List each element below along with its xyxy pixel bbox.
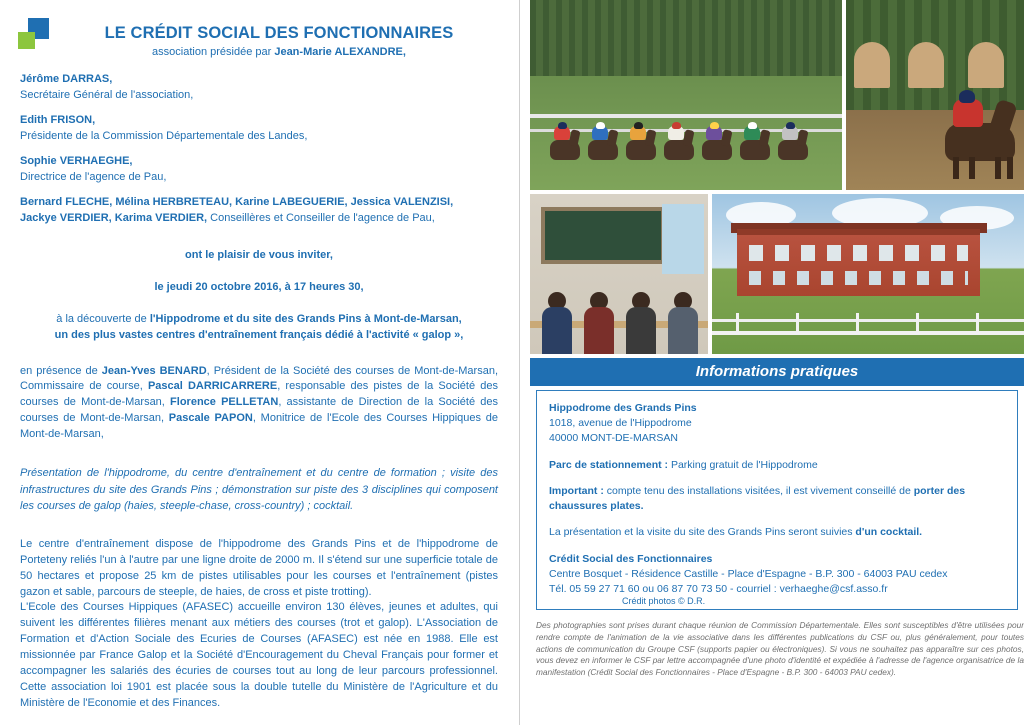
invitation-date: le jeudi 20 octobre 2016, à 17 heures 30,	[154, 280, 364, 293]
body-paragraph-2: L'Ecole des Courses Hippiques (AFASEC) accueille environ 130 élèves, jeunes et adultes, qui suivent les différentes filières menant aux métiers des courses (trot et galop). L'Association de Formation et d'Action Sociale des Ecuries de Courses (AFASEC) est née en 1988. Elle est missionnée par France Galop et la Société d'Encouragement du Cheval Français pour former et accompagner les salariés des écuries de courses tout au long de leur parcours professionnel. Cette association loi 1901 est placée sous la double tutelle du Ministère de l'Agriculture et du Ministère de l'Economie et des Finances.	[20, 601, 498, 710]
council-line-2: Jackye VERDIER, Karima VERDIER,	[20, 211, 208, 224]
parking-value: Parking gratuit de l'Hippodrome	[668, 458, 818, 471]
presence-name: Jean-Yves BENARD	[101, 364, 207, 377]
presence-name: Florence PELLETAN	[170, 396, 279, 409]
org-subtitle-prefix: association présidée par	[152, 46, 275, 58]
jockey-on-horse-photo	[846, 0, 1024, 190]
president-name: Jean-Marie ALEXANDRE,	[274, 46, 406, 58]
person-name: Sophie VERHAEGHE,	[20, 154, 133, 167]
presence-paragraph	[20, 364, 498, 444]
important-label: Important :	[549, 484, 604, 497]
person-entry	[20, 72, 498, 104]
csf-contact-block	[549, 552, 1005, 598]
csf-name: Crédit Social des Fonctionnaires	[549, 552, 713, 565]
venue-city: 40000 MONT-DE-MARSAN	[549, 432, 678, 445]
page-title: LE CRÉDIT SOCIAL DES FONCTIONNAIRES	[104, 24, 454, 42]
invitation-place-bold: l'Hippodrome et du site des Grands Pins à Mont-de-Marsan,	[149, 312, 462, 325]
presence-name: Pascal DARRICARRERE	[147, 380, 278, 393]
parking-block	[549, 458, 1005, 473]
racecourse-grandstand-photo	[712, 194, 1024, 354]
body-paragraphs	[20, 537, 498, 712]
presentation-bold: d'un cocktail.	[855, 526, 923, 539]
presence-text: , assistante de Direction de la Société des courses de Mont-de-Marsan,	[20, 396, 498, 425]
logo-green-square-icon	[18, 32, 35, 49]
person-entry	[20, 113, 498, 145]
important-bold: porter des chaussures plates.	[549, 484, 966, 513]
person-role: Présidente de la Commission Départementale des Landes,	[20, 129, 308, 142]
presence-text: , Monitrice de l'Ecole des Courses Hippiques de Mont-de-Marsan,	[20, 412, 499, 441]
legal-notice: Des photographies sont prises durant chaque réunion de Commission Départementale. Elles sont susceptibles d'être utilisées pour rendre compte de l'animation de la vie associative dans les différentes publications du CSF ou, plus généralement, pour toutes actions de communication du Groupe CSF (supports papier ou électroniques). Si vous ne souhaitez pas apparaître sur ces photos, vous devez en informer le CSF par lettre accompagnée d'une photo d'identité et expédiée à l'adresse de l'agence organisatrice de la manifestation (Crédit Social des Fonctionnaires - Place d'Espagne - B.P. 300 - 64003 PAU cedex).	[536, 620, 1024, 678]
classroom-photo	[530, 194, 708, 354]
person-name: Jérôme DARRAS,	[20, 73, 113, 85]
people-list	[20, 72, 498, 227]
important-text: compte tenu des installations visitées, il est vivement conseillé de	[603, 484, 914, 497]
venue-address: 1018, avenue de l'Hippodrome	[549, 417, 692, 430]
invitation-place	[20, 311, 498, 344]
invitation-place-line2: un des plus vastes centres d'entraînement français dédié à l'activité « galop »,	[54, 329, 464, 341]
programme-paragraph: Présentation de l'hippodrome, du centre d'entraînement et du centre de formation ; visite des infrastructures du site des Grands Pins ; démonstration sur piste des 3 disciplines qui composent les courses de galop (haies, steeple-chase, cross-country) ; cocktail.	[20, 467, 498, 513]
venue-name: Hippodrome des Grands Pins	[549, 402, 697, 414]
presence-text: , Président de la Société des courses de Mont-de-Marsan, Commissaire de course,	[20, 364, 499, 393]
council-members	[20, 195, 498, 227]
column-divider	[519, 0, 520, 725]
council-line-1: Bernard FLECHE, Mélina HERBRETEAU, Karine LABEGUERIE, Jessica VALENZISI,	[20, 195, 454, 208]
person-role: Directrice de l'agence de Pau,	[20, 170, 167, 183]
info-banner-title: Informations pratiques	[695, 363, 859, 380]
invitation-pleasure: ont le plaisir de vous inviter,	[185, 248, 333, 261]
org-subtitle	[60, 46, 498, 58]
csf-logo	[18, 18, 56, 56]
body-paragraph-1: Le centre d'entraînement dispose de l'hippodrome des Grands Pins et de l'hippodrome de Porteteny reliés l'un à l'autre par une ligne droite de 2000 m. Il s'étend sur une superficie totale de 50 hectares et propose 25 km de pistes utilisables pour les courses et l'entraînement (pistes gazon et sable, parcours de steeple, de haies, de cross et piste trotting).	[20, 537, 498, 598]
presence-text: , responsable des pistes de la Société des courses de Mont-de-Marsan,	[20, 380, 498, 409]
person-role: Secrétaire Général de l'association,	[20, 88, 194, 101]
invitation-place-prefix: à la découverte de	[56, 312, 150, 325]
important-block	[549, 484, 1005, 514]
parking-label: Parc de stationnement :	[549, 458, 669, 471]
venue-block	[549, 401, 1005, 447]
practical-info-box	[536, 390, 1018, 610]
person-entry	[20, 154, 498, 186]
presentation-text: La présentation et la visite du site des Grands Pins seront suivies	[549, 526, 856, 539]
person-name: Edith FRISON,	[20, 113, 96, 126]
csf-address: Centre Bosquet - Résidence Castille - Place d'Espagne - B.P. 300 - 64003 PAU cedex	[549, 567, 948, 580]
horse-race-field-photo	[530, 0, 842, 190]
presence-text: en présence de	[20, 364, 102, 377]
photo-credit: Crédit photos © D.R.	[622, 596, 706, 606]
presence-name: Pascale PAPON	[168, 412, 253, 425]
council-line-2-role: Conseillères et Conseiller de l'agence de Pau,	[207, 211, 435, 224]
info-banner	[530, 358, 1024, 386]
csf-contact: Tél. 05 59 27 71 60 ou 06 87 70 73 50 - courriel : verhaeghe@csf.asso.fr	[549, 582, 888, 595]
presentation-block	[549, 525, 1005, 540]
right-column	[530, 0, 1024, 725]
